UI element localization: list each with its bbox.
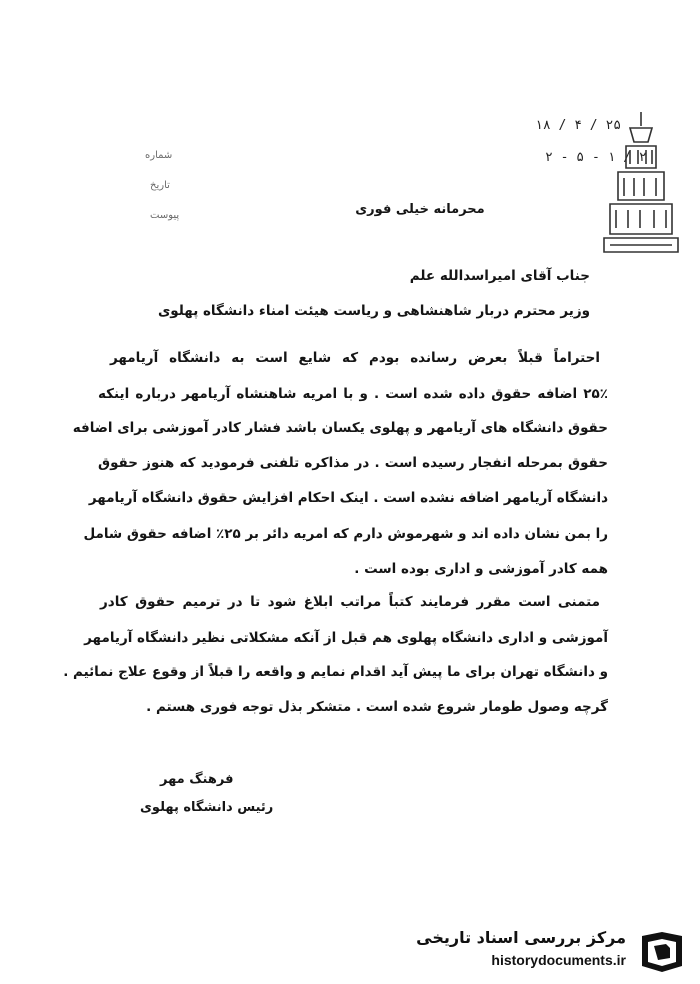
- watermark-title: مرکز بررسی اسناد تاریخی: [416, 928, 626, 947]
- university-emblem-icon: [600, 108, 682, 258]
- body-p1-line-2: ۲۵٪ اضافه حقوق داده شده است . و با امریه شاهنشاه آریامهر درباره اینکه: [98, 386, 608, 402]
- body-p1-line-6: را بمن نشان داده اند و شهرموش دارم که امریه دائر بر ۲۵٪ اضافه حقوق شامل: [83, 526, 608, 542]
- body-p2-line-4: گرچه وصول طومار شروع شده است . متشکر بذل توجه فوری هستم .: [146, 699, 608, 715]
- signatory-title: رئیس دانشگاه پهلوی: [140, 800, 274, 815]
- body-p1-line-4: حقوق بمرحله انفجار رسیده است . در مذاکره تلفنی فرمودید که هنوز حقوق: [98, 455, 608, 471]
- watermark-url: historydocuments.ir: [491, 952, 626, 968]
- addressee-name: جناب آقای امیراسدالله علم: [409, 268, 590, 284]
- date-field-label: تاریخ: [150, 180, 170, 191]
- number-field-label: شماره: [145, 150, 173, 161]
- reference-date: ۲ - ۵ - ۱ / ۲: [545, 150, 647, 165]
- body-p1-line-5: دانشگاه آریامهر اضافه نشده است . اینک احکام افزایش حقوق دانشگاه آریامهر: [88, 490, 608, 506]
- body-p2-line-3: و دانشگاه تهران برای ما پیش آید اقدام نمایم و واقعه را قبلاً از وقوع علاج نمائیم .: [63, 664, 608, 680]
- addressee-title: وزیر محترم دربار شاهنشاهی و ریاست هیئت امناء دانشگاه پهلوی: [157, 303, 590, 319]
- signatory-name: فرهنگ مهر: [160, 772, 234, 787]
- body-p2-line-1: متمنی است مقرر فرمایند کتباً مراتب ابلاغ شود تا در ترمیم حقوق کادر: [100, 594, 600, 610]
- reference-number: ۱۸ / ۴ / ۲۵: [535, 118, 622, 133]
- body-p1-line-7: همه کادر آموزشی و اداری بوده است .: [354, 561, 608, 577]
- body-p1-line-3: حقوق دانشگاه های آریامهر و پهلوی یکسان باشد فشار کادر آموزشی برای اضافه: [72, 420, 608, 436]
- watermark: [408, 928, 688, 976]
- classification-stamp: محرمانه خیلی فوری: [355, 202, 485, 217]
- body-p2-line-2: آموزشی و اداری دانشگاه پهلوی هم قبل از آنکه مشکلاتی نظیر دانشگاه آریامهر: [84, 630, 608, 646]
- attachment-field-label: پیوست: [150, 210, 180, 221]
- body-p1-line-1: احتراماً قبلاً بعرض رسانده بودم که شایع است به دانشگاه آریامهر: [110, 350, 600, 366]
- archive-logo-icon: [638, 930, 686, 974]
